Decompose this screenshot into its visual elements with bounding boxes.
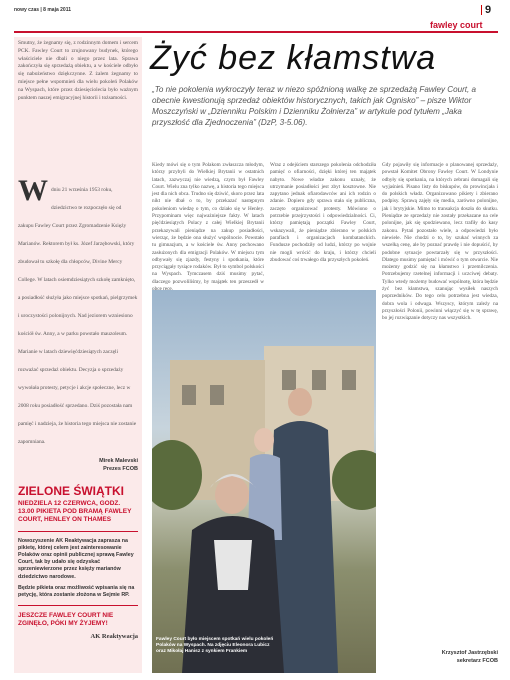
sidebar-article [18,174,138,448]
article-photo [152,290,376,673]
article-column-3: Gdy pojawiły się informacje o planowanej sprzedaży, powstał Komitet Obrony Fawley Court. W Londynie odbyły się spotkania, na których zebrani domagali się wyjaśnień. Pisano listy do biskupów, do prowincjała i do polskich władz. Organizowano pikiety i zbierano podpisy. Sprawą zajęły się media, zarówno polonijne, jak i brytyjskie. Mimo to transakcja doszła do skutku. Pieniądze ze sprzedaży nie zostały przekazane na cele polonijne, jak się spodziewano, lecz trafiły do kasy zakonu. Pytań pozostało wiele, a odpowiedzi było niewiele. Nie chodzi o to, by szukać winnych za wszelką cenę, ale by poznać prawdę i nie dopuścić, by podobne sytuacje powtarzały się w przyszłości. Dlatego musimy pamiętać i mówić o tym otwarcie. Nie możemy godzić się na kłamstwo i przemilczenia. Potrzebujemy rzetelnej informacji i uczciwej debaty. Tylko wtedy możemy budować wspólnotę, która będzie żyć bez kłamstwa, szanując wysiłek naszych poprzedników. Do tego celu potrzebna jest wiedza, dobra wola i odwaga. Wszyscy, którym zależy na przyszłości Polonii, powinni włączyć się w tę sprawę, bo jej rozwiązanie dotyczy nas wszystkich. [382,162,498,322]
announcement-paragraph: Będzie pikieta oraz możliwość wpisania się na petycję, która zostanie złożona w Sejmie RP. [18,584,135,599]
sidebar-body-text: dniu 21 września 1953 roku, dziedzictwo te rozpoczęło się od zakupu Fawley Court przez Zgromadzenie Księży Marianów. Rektorem był ks. Józef Jarzębowski, który zbudował tu szkołę dla chłopców, Divine Mercy College. W latach osiemdziesiątych szkołę zamknięto, a posiadłość służyła jako miejsce spotkań, pielgrzymek i uroczystości polonijnych. Nad jeziorem wzniesiono kościół św. Anny, a w parku powstało mauzoleum. Marianie w latach dziewięćdziesiątych zaczęli rozważać sprzedaż obiektu. Decyzja o sprzedaży wywołała protesty, petycje i akcje społeczne, lecz w 2008 roku posiadłość sprzedano. Dziś pozostała nam pamięć i nadzieja, że historia tego miejsca nie zostanie zapomniana. [18,187,138,445]
photo-caption: Fawley Court było miejscem spotkań wielu pokoleń Polaków na Wyspach. Na zdjęciu Eleonora Lubicz oraz Mikołaj Hanisz z synkiem Frankiem [156,637,274,655]
article-column-1: Kiedy mówi się o tym Polakom zwłaszcza młodym, którzy przybyli do Wielkiej Brytanii w ostatnich latach, zazwyczaj nie wiedzą, czym był Fawley Court. Wielu zna tylko nazwę, a historia tego miejsca jest dla nich obca. Trudno się dziwić, skoro przez lata nikt nie dbał o to, by przekazać następnym pokoleniom wiedzę o tym, co działo się w Henley. Przypominam więc najważniejsze fakty. W latach pięćdziesiątych Polacy z całej Wielkiej Brytanii przekazywali pieniądze na zakup posiadłości, wierząc, że będzie ona służyć wspólnocie. Powstało tu gimnazjum, a w kościele św. Anny pochowano zasłużonych dla emigracji Polaków. W miejscu tym odbywały się zjazdy, festyny i spotkania, które przyciągały tysiące rodaków. Był to symbol polskości na Wyspach. Tymczasem dziś musimy pytać, dlaczego pozwoliliśmy, by majątek ten przeszedł w [152,162,264,285]
announcement-slogan: JESZCZE FAWLEY COURT NIE ZGINĘŁO, PÓKI MY ŻYJEMY! [18,612,114,628]
header-divider [481,5,482,15]
drop-cap: W [18,174,48,207]
article-title: Żyć bez kłamstwa [150,39,437,77]
announcement-paragraph: Nowozyszenie AK Reaktywacja zaprasza na pikietę, której celem jest zainteresowanie Polaków oraz opinii publicznej sprawą Fawley Court, tak by udało się odzyskać sprzeniewierzone przez księży marianów dziedzictwo narodowe. [18,537,134,580]
announcement-divider [18,605,138,606]
sidebar-author: Mirek Malevski [99,458,138,464]
header-rule [14,31,498,33]
sidebar-author-role: Prezes FCOB [103,466,138,472]
announcement-divider [18,531,138,532]
article-author-role: sekretarz FCOB [456,658,498,664]
announcement-title: ZIELONE ŚWIĄTKI [18,484,124,498]
article-author: Krzysztof Jastrzębski [441,650,498,656]
article-lead: „To nie pokolenia wykroczyły teraz w niezo spóźnioną walkę ze sprzedażą Fawley Court, a obecnie kwestionują sprzedaż obiektów historycznych, takich jak Ognisko” – pisze Wiktor Moszczyński w „Dzienniku Polskim i Dzienniku Żołnierza” w artykule pod tytułem „Jaka przyszłość dla Zjednoczenia” (DzP, 3-5.06). [152,85,477,127]
section-title: fawley court [430,20,483,30]
sidebar-intro-text: Smutny, że żegnamy się, z rodzinnym domem i sercem PCK. Fawley Court to zrujnowany budynek, którego właściciele nie dbali o niego przez lata. Sprawa zakończyła się sprzedażą obiektu, a w kościele odbyło się nabożeństwo dziękczynne. Z żalem żegnamy to miejsce pełne wspomnień dla wielu pokoleń Polaków na Wyspach, które przez dziesięciolecia było ważnym punktem naszej emigracyjnej historii i tożsamości. [18,40,138,101]
article-column-2: Wraz z odejściem starszego pokolenia odchodziła pamięć o ofiarności, dzięki której ten majątek nabyto. Nowe władze zakonu uznały, że utrzymanie posiadłości jest zbyt kosztowne. Nie zapytano jednak ofiarodawców ani ich rodzin o zdanie. Dopiero gdy sprawa stała się publiczna, zaczęto organizować protesty. Mówiono o potrzebie przejrzystości i odpowiedzialności. Ci, którzy pamiętają początki Fawley Court, wskazywali, że pieniądze zbierano w polskich parafiach i organizacjach kombatanckich. Fundusze pochodziły od ludzi, którzy po wojnie nie mogli wrócić do kraju, i którzy chcieli zbudować coś trwałego dla przyszłych pokoleń. [270,162,376,263]
event-announcement [18,484,138,640]
announcement-signature: AK Reaktywacja [90,632,138,640]
header-publication-date: nowy czas | 8 maja 2011 [14,7,71,13]
announcement-details: NIEDZIELA 12 CZERWCA, GODZ. 13.00 PIKIETA POD BRAMĄ FAWLEY COURT, HENLEY ON THAMES [18,500,132,524]
photo-people [152,290,376,673]
page-number: 9 [485,4,492,16]
